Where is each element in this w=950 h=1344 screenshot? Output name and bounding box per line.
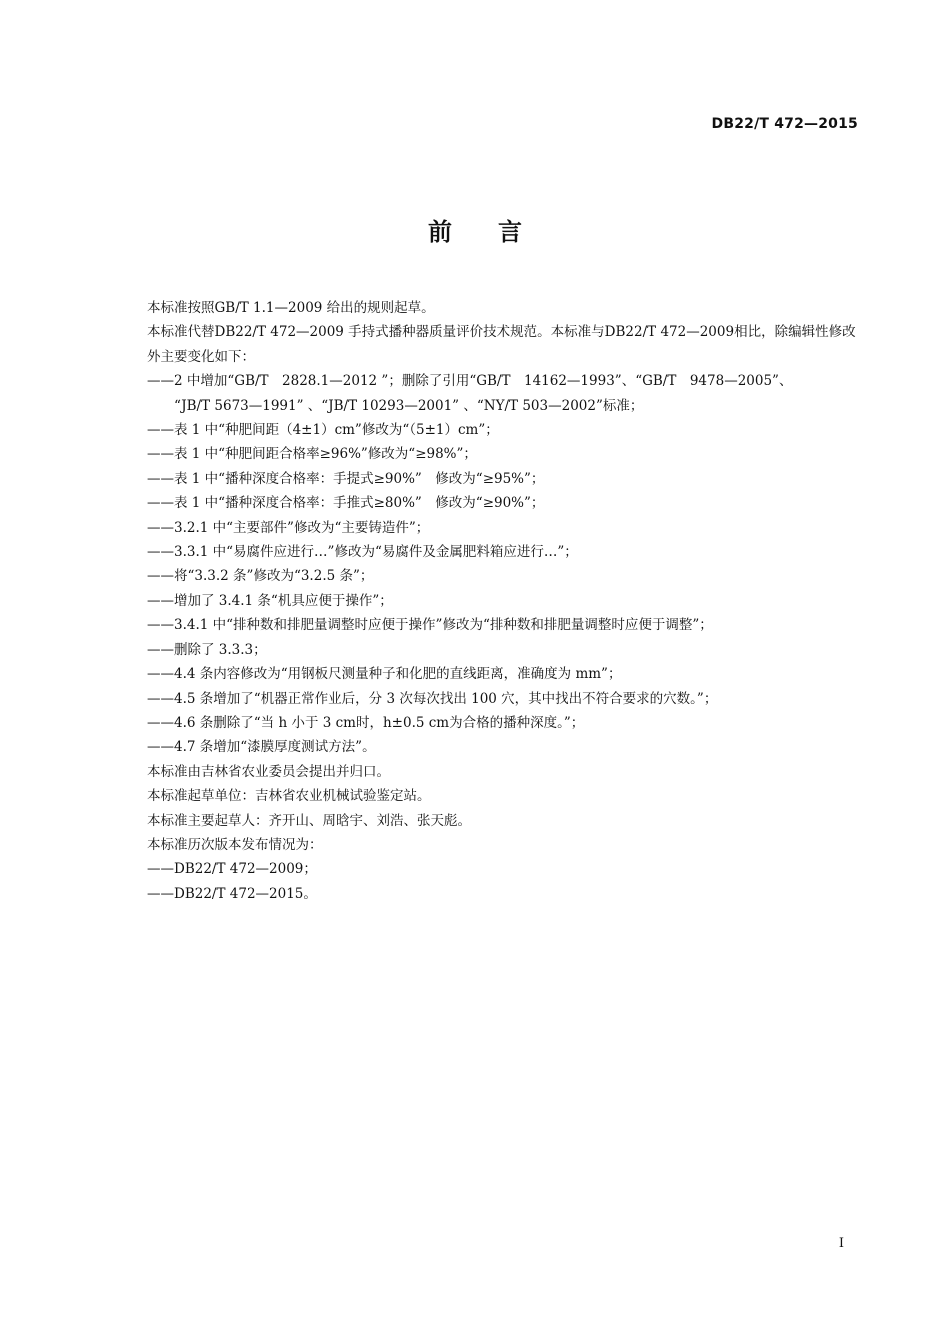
paragraph-replacement: 本标准代替DB22/T 472—2009 手持式播种器质量评价技术规范。本标准与DB22/T 472—2009相比，除编辑性修改外主要变化如下： bbox=[147, 324, 856, 365]
change-item: ——表 1 中“播种深度合格率：手提式≥90%” 修改为“≥95%”； bbox=[147, 470, 545, 487]
paragraph-drafters: 本标准主要起草人：齐开山、周晗宇、刘浩、张天彪。 bbox=[147, 812, 471, 829]
change-item: ——3.2.1 中“主要部件”修改为“主要铸造件”； bbox=[147, 519, 430, 536]
change-item: ——2 中增加“GB/T 2828.1—2012 ”；删除了引用“GB/T 14162—1993”、“GB/T 9478—2005”、 bbox=[147, 373, 793, 390]
change-item-continuation: “JB/T 5673—1991” 、“JB/T 10293—2001” 、“NY/T 503—2002”标准； bbox=[174, 397, 644, 414]
change-item: ——表 1 中“播种深度合格率：手推式≥80%” 修改为“≥90%”； bbox=[147, 495, 545, 512]
paragraph-drafting-unit: 本标准起草单位：吉林省农业机械试验鉴定站。 bbox=[147, 788, 431, 805]
change-item: ——3.3.1 中“易腐件应进行…”修改为“易腐件及金属肥料箱应进行…”； bbox=[147, 544, 578, 561]
change-item: ——4.5 条增加了“机器正常作业后，分 3 次每次找出 100 穴，其中找出不符合要求的穴数。”； bbox=[147, 690, 718, 707]
page-number: I bbox=[838, 1236, 844, 1251]
change-item: ——删除了 3.3.3； bbox=[147, 641, 267, 658]
change-item: ——将“3.3.2 条”修改为“3.2.5 条”； bbox=[147, 568, 374, 585]
change-item: ——4.4 条内容修改为“用钢板尺测量种子和化肥的直线距离，准确度为 mm”； bbox=[147, 666, 622, 683]
paragraph-proposer: 本标准由吉林省农业委员会提出并归口。 bbox=[147, 763, 390, 780]
paragraph-version-history: 本标准历次版本发布情况为： bbox=[147, 836, 323, 853]
change-item: ——表 1 中“种肥间距合格率≥96%”修改为“≥98%”； bbox=[147, 446, 477, 463]
version-item: ——DB22/T 472—2015。 bbox=[147, 885, 317, 902]
paragraph-drafting-rules: 本标准按照GB/T 1.1—2009 给出的规则起草。 bbox=[147, 300, 435, 316]
page-title: 前言 bbox=[428, 218, 568, 246]
version-item: ——DB22/T 472—2009； bbox=[147, 861, 317, 878]
change-item: ——4.6 条删除了“当 h 小于 3 cm时，h±0.5 cm为合格的播种深度。”； bbox=[147, 714, 585, 731]
change-item: ——4.7 条增加“漆膜厚度测试方法”。 bbox=[147, 739, 376, 756]
change-item: ——3.4.1 中“排种数和排肥量调整时应便于操作”修改为“排种数和排肥量调整时应便于调整”； bbox=[147, 617, 713, 634]
foreword-body bbox=[118, 296, 860, 906]
change-item: ——增加了 3.4.1 条“机具应便于操作”； bbox=[147, 592, 393, 609]
change-item: ——表 1 中“种肥间距（4±1）cm”修改为“（5±1）cm”； bbox=[147, 422, 499, 439]
standard-code: DB22/T 472—2015 bbox=[711, 116, 858, 132]
